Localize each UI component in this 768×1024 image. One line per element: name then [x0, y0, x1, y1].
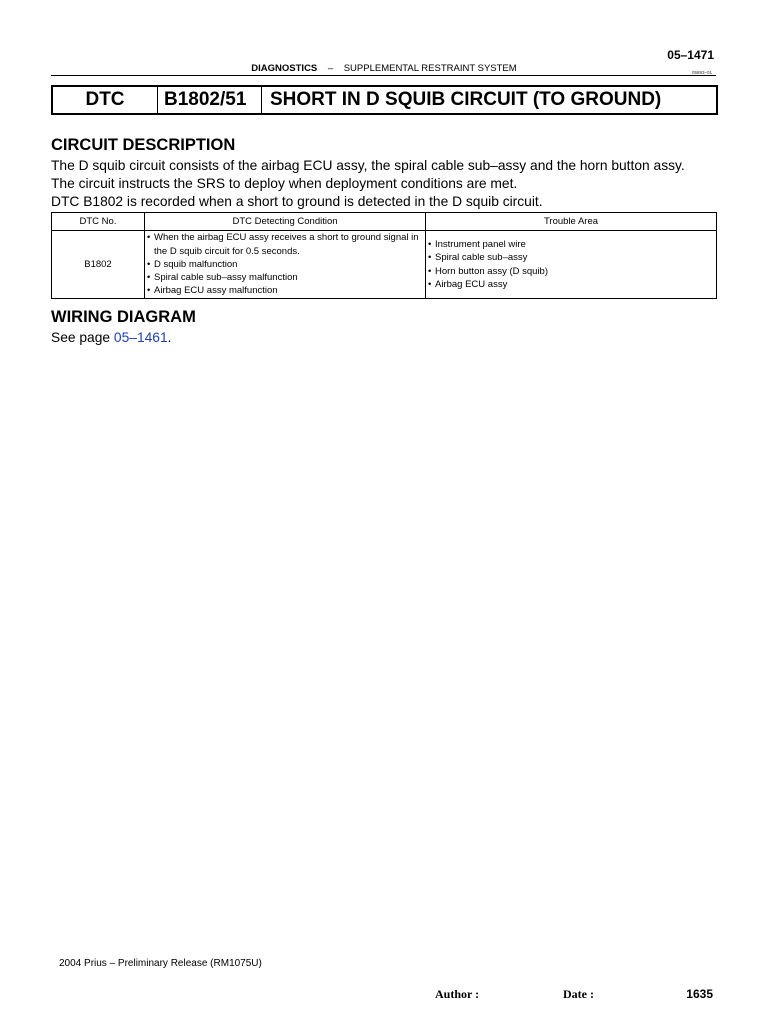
condition-item: • When the airbag ECU assy receives a short to ground signal in the D squib circuit for 0.5 seconds. — [147, 231, 423, 258]
footer-release: 2004 Prius – Preliminary Release (RM1075U) — [59, 958, 262, 969]
condition-item: • Airbag ECU assy malfunction — [147, 284, 423, 297]
trouble-area-cell — [426, 231, 717, 299]
running-header — [0, 63, 768, 74]
footer-page-number: 1635 — [686, 987, 713, 1001]
header-code: 05893–01 — [691, 70, 712, 75]
description-line: The D squib circuit consists of the airbag ECU assy, the spiral cable sub–assy and the horn button assy. — [51, 158, 685, 173]
dtc-title: SHORT IN D SQUIB CIRCUIT (TO GROUND) — [270, 89, 662, 110]
table-row — [52, 231, 717, 299]
see-page-prefix: See page — [51, 330, 114, 345]
dtc-number-cell: B1802 — [52, 231, 145, 299]
wiring-diagram-heading: WIRING DIAGRAM — [51, 308, 196, 326]
column-header-dtc-no: DTC No. — [52, 213, 145, 231]
trouble-area-list — [428, 238, 714, 291]
see-page-suffix: . — [167, 330, 172, 345]
circuit-description-heading: CIRCUIT DESCRIPTION — [51, 136, 236, 154]
footer-date-label: Date : — [563, 987, 594, 1001]
footer-author-label: Author : — [435, 987, 480, 1001]
description-line: DTC B1802 is recorded when a short to ground is detected in the D squib circuit. — [51, 194, 543, 209]
dtc-code: B1802/51 — [158, 87, 262, 113]
trouble-area-item: • Instrument panel wire — [428, 238, 714, 251]
condition-list — [147, 231, 423, 297]
see-page-link[interactable]: 05–1461 — [113, 330, 168, 345]
trouble-area-item: • Spiral cable sub–assy — [428, 251, 714, 264]
header-subsection: SUPPLEMENTAL RESTRAINT SYSTEM — [343, 63, 517, 74]
condition-item: • D squib malfunction — [147, 258, 423, 271]
dtc-table — [51, 212, 717, 299]
condition-cell — [145, 231, 426, 299]
dtc-title-box — [51, 85, 718, 115]
see-page-text — [51, 329, 171, 347]
header-section: DIAGNOSTICS — [251, 63, 318, 74]
table-header-row — [52, 213, 717, 231]
column-header-condition: DTC Detecting Condition — [145, 213, 426, 231]
description-line: The circuit instructs the SRS to deploy when deployment conditions are met. — [51, 176, 518, 191]
condition-item: • Spiral cable sub–assy malfunction — [147, 271, 423, 284]
trouble-area-item: • Airbag ECU assy — [428, 278, 714, 291]
trouble-area-item: • Horn button assy (D squib) — [428, 265, 714, 278]
dtc-label: DTC — [53, 87, 158, 113]
column-header-trouble-area: Trouble Area — [426, 213, 717, 231]
page-number: 05–1471 — [667, 48, 714, 62]
header-separator: – — [327, 63, 334, 74]
header-rule — [51, 75, 716, 76]
